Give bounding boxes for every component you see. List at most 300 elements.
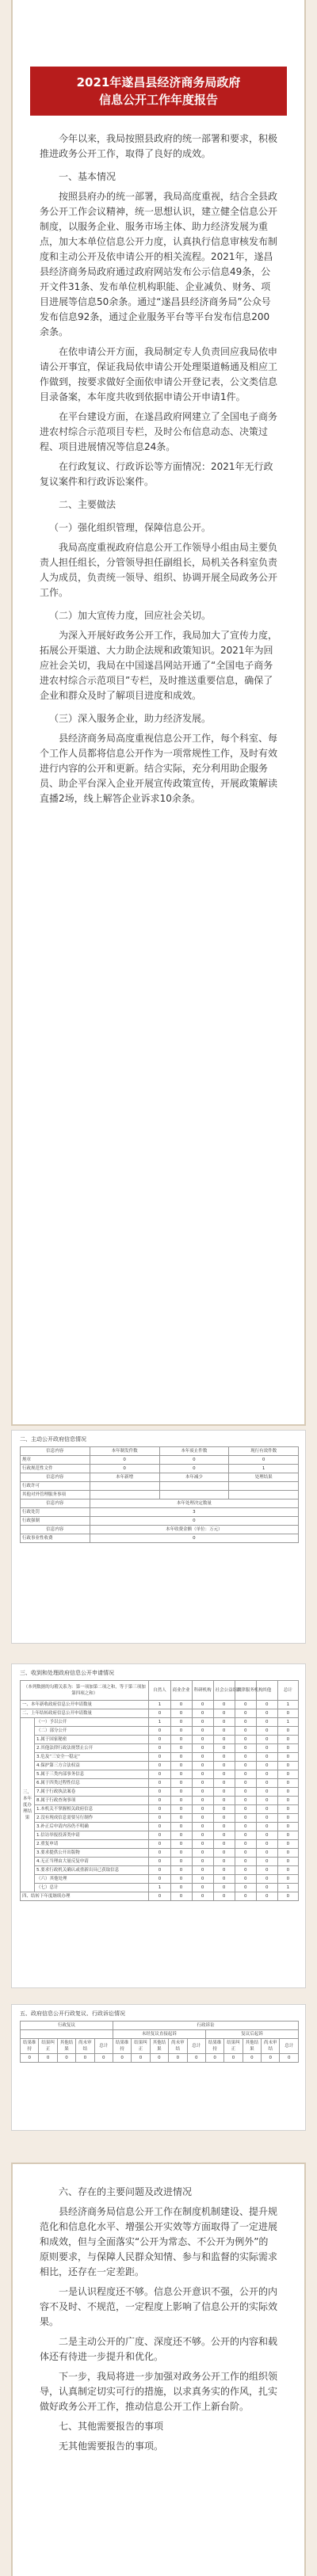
- table-cell: 0: [170, 1709, 192, 1718]
- table-cell: 3.要求提供公开出版物: [35, 1849, 149, 1858]
- table-cell: 5.属于三类内部事务信息: [35, 1770, 149, 1779]
- section-2-paragraph: 县经济商务局高度重视信息公开工作，每个科室、每个工作人员都将信息公开作为一项常规性工作，及时有效进行内容的公开和更新。结合实际，充分利用助企服务员、助企平台深入企业开展宣传政策宣传，开展政策解读直播2场，线上解答企业诉求10余条。: [40, 733, 278, 804]
- table-cell: 0: [256, 1736, 277, 1744]
- report-page-bottom: [11, 2163, 306, 2576]
- table-cell: 0: [113, 2054, 131, 2063]
- table-cell: 0: [150, 2054, 168, 2063]
- table-cell: 0: [235, 1840, 256, 1849]
- table-cell: 0: [256, 1770, 277, 1779]
- report-title-line-1: 2021年遂昌县经济商务局政府: [76, 75, 241, 90]
- section-6-paragraph: 县经济商务局信息公开工作在制度机制建设、提升规范化和信息化水平、增强公开实效等方面取得了一定进展和成效，但与全面落实“公开为常态、不公开为例外”的原则要求，与保障人民群众知情、参与和监督的实际需求相比，还存在一定差距。: [40, 2206, 278, 2277]
- table-cell: 0: [170, 1831, 192, 1840]
- table-row: [21, 1840, 299, 1849]
- table-cell: 0: [256, 1831, 277, 1840]
- table-cell: 0: [213, 1762, 235, 1770]
- section-1-paragraph: 按照县府办的统一部署，我局高度重视，结合全县政务公开工作会议精神，统一思想认识，建立健全信息公开制度，以服务企业、服务市场主体、助力经济发展为重点，加大本单位信息公开力度，认真执行信息审核发布制度和主动公开及依申请公开的相关流程。2021年，遂昌县经济商务局政府通过政府网站发布公示信息49条，公开文件31条、发布单位机构职能、企业减负、财务、项目进展等信息50余条。通过“遂昌县经济商务局”公众号发布信息92条，通过企业服务平台等平台发布信息200余条。: [40, 191, 278, 337]
- table-cell: 0: [277, 1753, 298, 1762]
- table-cell: 0: [90, 1517, 298, 1526]
- table-header-cell: 处理结果: [229, 1473, 299, 1482]
- table-cell: 0: [235, 1753, 256, 1762]
- section-6-paragraph: 二是主动公开的广度、深度还不够。公开的内容和载体还有待进一步提升和优化。: [40, 2336, 278, 2362]
- table-row: [21, 1814, 299, 1823]
- table-cell: 3: [90, 1508, 298, 1517]
- table-cell: 0: [256, 1823, 277, 1831]
- table-cell: 0: [170, 1727, 192, 1736]
- table-header-cell: 总计: [280, 2039, 299, 2054]
- table-row: [21, 1456, 299, 1465]
- table-row: [21, 1823, 299, 1831]
- table-header-cell: 总计: [277, 1681, 298, 1701]
- table-cell: 0: [90, 1456, 159, 1465]
- table-header-cell: 尚未审结: [169, 2039, 187, 2054]
- table-cell: 0: [277, 1744, 298, 1753]
- table-cell: 0: [235, 1770, 256, 1779]
- table-cell: 0: [21, 2054, 39, 2063]
- table-cell: 0: [170, 1718, 192, 1727]
- table-cell: 0: [192, 1858, 213, 1866]
- table-cell: 0: [192, 1770, 213, 1779]
- review-litigation-table-panel: [11, 2004, 306, 2131]
- table-cell: 0: [280, 2054, 299, 2063]
- table-cell: 0: [235, 1797, 256, 1805]
- table-cell: [159, 1482, 229, 1491]
- review-litigation-table: [20, 2021, 299, 2063]
- table-cell: 0: [170, 1875, 192, 1884]
- table-cell: 0: [256, 1866, 277, 1875]
- table-cell: 行政规范性文件: [21, 1465, 90, 1473]
- table-cell: 0: [170, 1797, 192, 1805]
- table-cell: 0: [205, 2054, 223, 2063]
- section-2-subheading: （一）强化组织管理，保障信息公开。: [49, 522, 212, 533]
- table-cell: 0: [170, 1770, 192, 1779]
- table-header-cell: （本列数据的勾稽关系为：第一项加第二项之和，等于第三项加第四项之和）: [21, 1681, 149, 1701]
- table-cell: 0: [192, 1840, 213, 1849]
- table-caption: 三、收到和处理政府信息公开申请情况: [20, 1670, 114, 1676]
- section-6-paragraph: 下一步，我局将进一步加强对政务公开工作的组织领导，认真制定切实可行的措施，以求真务实的作风，扎实做好政务公开工作，推动信息公开工作上新台阶。: [40, 2371, 278, 2412]
- table-row: [21, 1534, 299, 1543]
- table-cell: 0: [235, 1701, 256, 1709]
- table-cell: 0: [94, 2054, 113, 2063]
- section-2-subheading: （二）加大宣传力度，回应社会关切。: [49, 610, 212, 621]
- table-cell: 0: [192, 1831, 213, 1840]
- table-cell: 0: [235, 1866, 256, 1875]
- table-cell: 0: [170, 1779, 192, 1788]
- table-cell: 0: [170, 1849, 192, 1858]
- table-cell: 0: [235, 1884, 256, 1892]
- table-cell: 0: [277, 1788, 298, 1797]
- table-cell: 0: [213, 1805, 235, 1814]
- table-cell: [90, 1482, 159, 1491]
- table-header-cell: 现行有效件数: [229, 1447, 299, 1456]
- report-title: [30, 67, 287, 116]
- table-cell: 0: [192, 1788, 213, 1797]
- table-cell: 0: [256, 1797, 277, 1805]
- table-cell: 2.重复申请: [35, 1840, 149, 1849]
- section-7-heading: 七、其他需要报告的事项: [59, 2421, 164, 2432]
- table-header-cell: 总计: [94, 2039, 113, 2054]
- table-cell: 0: [277, 1814, 298, 1823]
- table-cell: 0: [169, 2054, 187, 2063]
- table-cell: 0: [256, 1701, 277, 1709]
- table-row: [21, 1849, 299, 1858]
- table-cell: 0: [149, 1875, 170, 1884]
- table-header-cell: 本年废止件数: [159, 1447, 229, 1456]
- table-header-row: [21, 1681, 299, 1701]
- table-cell: 0: [90, 1465, 159, 1473]
- table-cell: 0: [149, 1840, 170, 1849]
- table-cell: 0: [213, 1814, 235, 1823]
- table-cell: 0: [192, 1849, 213, 1858]
- table-cell: 0: [213, 1718, 235, 1727]
- table-header-row: [21, 1473, 299, 1482]
- table-cell: 0: [235, 1779, 256, 1788]
- table-cell: 行政许可: [21, 1482, 90, 1491]
- table-header-cell: 行政诉讼: [113, 2022, 298, 2030]
- table-cell: 0: [235, 1736, 256, 1744]
- table-cell: 0: [192, 1814, 213, 1823]
- section-1-paragraph: 在行政复议、行政诉讼等方面情况：2021年无行政复议案件和行政诉讼案件。: [40, 461, 273, 487]
- table-row: [21, 1491, 299, 1499]
- table-cell: 0: [192, 1762, 213, 1770]
- table-cell: 0: [235, 1823, 256, 1831]
- table-header-row: [21, 1526, 299, 1534]
- table-cell: 1: [229, 1465, 299, 1473]
- table-cell: 0: [170, 1884, 192, 1892]
- table-cell: 0: [277, 1797, 298, 1805]
- table-cell: 0: [192, 1779, 213, 1788]
- table-cell: 0: [235, 1788, 256, 1797]
- table-cell: 0: [149, 1736, 170, 1744]
- table-cell: 0: [277, 1779, 298, 1788]
- table-cell: 0: [170, 1805, 192, 1814]
- table-header-cell: 结果维持: [113, 2039, 131, 2054]
- table-row: [21, 1831, 299, 1840]
- table-cell: 0: [235, 1849, 256, 1858]
- table-row: [21, 1517, 299, 1526]
- table-cell: 0: [256, 1762, 277, 1770]
- table-cell: 0: [229, 1456, 299, 1465]
- table-row: [21, 1770, 299, 1779]
- table-header-cell: 总计: [187, 2039, 205, 2054]
- table-header-row: [21, 2022, 299, 2030]
- table-cell: （一）予以公开: [35, 1718, 149, 1727]
- table-cell: 0: [235, 1805, 256, 1814]
- table-cell: 0: [256, 1744, 277, 1753]
- table-cell: 0: [277, 1875, 298, 1884]
- table-cell: 4.保护第三方合法权益: [35, 1762, 149, 1770]
- table-cell: 0: [277, 1831, 298, 1840]
- table-row: [21, 1744, 299, 1753]
- table-cell: 1: [277, 1701, 298, 1709]
- table-cell: 0: [132, 2054, 150, 2063]
- table-cell: 0: [213, 1884, 235, 1892]
- report-page-top: [11, 0, 306, 1426]
- application-handling-table-panel: [11, 1663, 306, 1988]
- table-row: [21, 1884, 299, 1892]
- table-header-cell: 本年新增: [90, 1473, 159, 1482]
- table-header-cell: 结果纠正: [39, 2039, 57, 2054]
- table-cell: 0: [149, 1831, 170, 1840]
- table-cell: [90, 1491, 159, 1499]
- table-cell: 0: [192, 1701, 213, 1709]
- table-cell: 0: [149, 1797, 170, 1805]
- table-header-cell: 未经复议直接起诉: [113, 2030, 205, 2039]
- table-cell: 二、上年结转政府信息公开申请数量: [21, 1709, 149, 1718]
- table-cell: 0: [149, 1892, 170, 1901]
- table-body: [21, 1701, 299, 1901]
- table-cell: 0: [277, 1762, 298, 1770]
- table-cell: 0: [256, 1884, 277, 1892]
- table-cell: 0: [277, 1858, 298, 1866]
- table-header-row: [21, 1499, 299, 1508]
- table-cell: 0: [256, 1849, 277, 1858]
- table-cell: [229, 1482, 299, 1491]
- table-cell: 0: [235, 1744, 256, 1753]
- table-row: [21, 1508, 299, 1517]
- table-cell: 0: [213, 1788, 235, 1797]
- report-title-line-2: 信息公开工作年度报告: [98, 93, 218, 107]
- section-6-paragraph: 一是认识程度还不够。信息公开意识不强，公开的内容不及时、不规范，一定程度上影响了信息公开的实际效果。: [40, 2286, 278, 2327]
- table-header-cell: 结果纠正: [132, 2039, 150, 2054]
- table-cell: 行政事业性收费: [21, 1534, 90, 1543]
- table-cell: 3.补正后申请内容仍不明确: [35, 1823, 149, 1831]
- table-header-cell: 结果维持: [205, 2039, 223, 2054]
- table-cell: 0: [187, 2054, 205, 2063]
- table-cell: 行政强制: [21, 1517, 90, 1526]
- table-header-cell: 信息内容: [21, 1447, 90, 1456]
- table-cell: 0: [149, 1727, 170, 1736]
- table-cell: 0: [262, 2054, 280, 2063]
- table-cell: （六）其他处理: [35, 1875, 149, 1884]
- table-cell: 0: [192, 1753, 213, 1762]
- table-cell: 0: [149, 1770, 170, 1779]
- table-cell: 0: [170, 1753, 192, 1762]
- table-cell: 8.属于行政查询事项: [35, 1797, 149, 1805]
- table-row: [21, 1866, 299, 1875]
- table-cell: [229, 1491, 299, 1499]
- table-header-cell: 其他: [256, 1681, 277, 1701]
- table-cell: 0: [213, 1892, 235, 1901]
- table-cell: 0: [170, 1744, 192, 1753]
- table-cell: 0: [213, 1866, 235, 1875]
- table-cell: 0: [192, 1797, 213, 1805]
- table-caption: 五、政府信息公开行政复议、行政诉讼情况: [20, 2010, 125, 2017]
- section-7-paragraph: 无其他需要报告的事项。: [59, 2441, 164, 2452]
- table-header-cell: 结果维持: [21, 2039, 39, 2054]
- table-header-cell: 行政复议: [21, 2022, 113, 2030]
- table-cell: 0: [277, 1709, 298, 1718]
- table-cell: 0: [256, 1875, 277, 1884]
- table-cell: 0: [256, 1753, 277, 1762]
- table-cell: 0: [192, 1866, 213, 1875]
- table-cell: 0: [170, 1823, 192, 1831]
- table-header-cell: 自然人: [149, 1681, 170, 1701]
- table-cell: 0: [149, 1753, 170, 1762]
- table-cell: 0: [213, 1840, 235, 1849]
- table-cell: 0: [39, 2054, 57, 2063]
- table-cell: 0: [277, 1805, 298, 1814]
- table-cell: 0: [159, 1456, 229, 1465]
- table-cell: 6.属于四类过程性信息: [35, 1779, 149, 1788]
- table-cell: 0: [256, 1788, 277, 1797]
- table-row: [21, 1788, 299, 1797]
- table-row: [21, 1875, 299, 1884]
- table-cell: 0: [170, 1858, 192, 1866]
- table-row: [21, 1805, 299, 1814]
- table-cell: 0: [90, 1534, 298, 1543]
- section-6-heading: 六、存在的主要问题及改进情况: [59, 2186, 193, 2197]
- table-cell: 一、本年新收政府信息公开申请数量: [21, 1701, 149, 1709]
- table-row: [21, 1727, 299, 1736]
- table-cell: 0: [213, 1858, 235, 1866]
- table-cell: 0: [192, 1709, 213, 1718]
- table-row: [21, 1701, 299, 1709]
- table-cell: 其他对外管理服务事项: [21, 1491, 90, 1499]
- table-cell: 0: [149, 1762, 170, 1770]
- table-header-cell: 其他结果: [243, 2039, 261, 2054]
- table-cell: 5.要求行政机关确认或重新出具已获取信息: [35, 1866, 149, 1875]
- table-cell: 0: [277, 1823, 298, 1831]
- table-row: [21, 1762, 299, 1770]
- table-cell: 0: [213, 1779, 235, 1788]
- table-header-cell: 结果纠正: [224, 2039, 243, 2054]
- table-cell: 0: [149, 1709, 170, 1718]
- application-handling-table: [20, 1680, 299, 1901]
- table-cell: 2.其他法律行政法规禁止公开: [35, 1744, 149, 1753]
- table-cell: 0: [277, 1770, 298, 1779]
- table-cell: 0: [256, 1892, 277, 1901]
- table-cell: 0: [213, 1831, 235, 1840]
- table-cell: 0: [57, 2054, 75, 2063]
- table-cell: 0: [76, 2054, 94, 2063]
- table-cell: 0: [149, 1866, 170, 1875]
- table-cell: 0: [213, 1875, 235, 1884]
- table-caption: 二、主动公开政府信息情况: [20, 1436, 86, 1442]
- table-cell: 0: [192, 1892, 213, 1901]
- table-cell: 0: [192, 1727, 213, 1736]
- section-2-subheading: （三）深入服务企业，助力经济发展。: [49, 713, 212, 724]
- report-body: [13, 116, 304, 806]
- table-cell: 规章: [21, 1456, 90, 1465]
- table-row: [21, 1709, 299, 1718]
- table-cell: 1: [149, 1701, 170, 1709]
- table-cell: 0: [213, 1770, 235, 1779]
- table-cell: 0: [235, 1875, 256, 1884]
- table-header-cell: 其他结果: [150, 2039, 168, 2054]
- table-cell: 0: [149, 1779, 170, 1788]
- table-header-cell: 科研机构: [192, 1681, 213, 1701]
- table-cell: 0: [170, 1736, 192, 1744]
- table-cell: 0: [256, 1840, 277, 1849]
- table-cell: 0: [213, 1753, 235, 1762]
- table-row: [21, 1482, 299, 1491]
- table-cell: 1.本机关不掌握相关政府信息: [35, 1805, 149, 1814]
- table-cell: 0: [149, 1805, 170, 1814]
- table-cell: 0: [256, 1779, 277, 1788]
- table-cell: 1: [149, 1884, 170, 1892]
- table-row: [21, 1797, 299, 1805]
- table-cell: 0: [256, 1709, 277, 1718]
- proactive-disclosure-table-panel: [11, 1430, 306, 1644]
- table-header-cell: 商业企业: [170, 1681, 192, 1701]
- section-2-heading: 二、主要做法: [59, 499, 116, 510]
- table-cell: 1: [149, 1718, 170, 1727]
- table-cell: （二）部分公开: [35, 1727, 149, 1736]
- table-cell: 0: [256, 1814, 277, 1823]
- table-cell: 0: [213, 1701, 235, 1709]
- table-cell: 0: [243, 2054, 261, 2063]
- table-cell: 0: [192, 1736, 213, 1744]
- table-cell: 2.没有现成信息需要另行制作: [35, 1814, 149, 1823]
- table-row: [21, 2054, 299, 2063]
- table-header-cell: 本年处理决定数量: [90, 1499, 298, 1508]
- table-cell: 0: [256, 1805, 277, 1814]
- table-row: [21, 1718, 299, 1727]
- table-cell: 0: [192, 1823, 213, 1831]
- table-cell: 0: [159, 1465, 229, 1473]
- table-header-cell: 信息内容: [21, 1499, 90, 1508]
- table-cell: 0: [192, 1718, 213, 1727]
- table-header-cell: 尚未审结: [262, 2039, 280, 2054]
- table-cell: 0: [170, 1788, 192, 1797]
- section-2-paragraph: 为深入开展好政务公开工作，我局加大了宣传力度，拓展公开渠道、大力助企法规和政策知识。2021年为回应社会关切，我局在中国遂昌网站开通了“全国电子商务进农村综合示范项目”专栏，及时推送重要信息，确保了企业和群众及时了解项目进度和成效。: [40, 630, 278, 701]
- table-cell: 0: [192, 1875, 213, 1884]
- table-cell: 0: [235, 1858, 256, 1866]
- table-cell: 0: [149, 1849, 170, 1858]
- table-row: [21, 1779, 299, 1788]
- section-1-paragraph: 在依申请公开方面，我局制定专人负责回应我局依申请公开事宜，保证我局依申请公开处理渠道畅通及相应工作做到，按要求做好全面依申请公开登记表，公文类信息目录备案，本年度共收到依据申请公开申请1件。: [40, 346, 278, 402]
- table-cell: 0: [235, 1892, 256, 1901]
- table-cell: 7.属于行政执法案卷: [35, 1788, 149, 1797]
- table-row: [21, 1892, 299, 1901]
- table-header-cell: 社会公益组织: [213, 1681, 235, 1701]
- report-body-continued: [13, 2164, 304, 2454]
- table-cell: 0: [213, 1797, 235, 1805]
- table-cell: 0: [170, 1814, 192, 1823]
- section-1-paragraph: 在平台建设方面，在遂昌政府网建立了全国电子商务进农村综合示范项目专栏，及时公布信息动态、决策过程、项目进展情况等信息24条。: [40, 411, 278, 452]
- table-cell: 0: [170, 1762, 192, 1770]
- table-header-cell: 信息内容: [21, 1473, 90, 1482]
- table-cell: 0: [149, 1744, 170, 1753]
- table-cell: 0: [149, 1858, 170, 1866]
- table-row: [21, 1858, 299, 1866]
- table-cell: 0: [235, 1718, 256, 1727]
- proactive-disclosure-table: [20, 1446, 299, 1543]
- table-cell: 0: [277, 1849, 298, 1858]
- table-cell: 0: [256, 1727, 277, 1736]
- table-cell: [159, 1491, 229, 1499]
- table-cell: 0: [235, 1709, 256, 1718]
- table-cell: 1: [277, 1718, 298, 1727]
- table-cell: 0: [149, 1814, 170, 1823]
- table-header-cell: 其他结果: [57, 2039, 75, 2054]
- table-cell: 0: [277, 1736, 298, 1744]
- table-cell: （七）总计: [35, 1884, 149, 1892]
- table-cell: 0: [235, 1727, 256, 1736]
- table-header-row: [21, 1447, 299, 1456]
- table-cell: 4.无正当理由大量反复申请: [35, 1858, 149, 1866]
- table-header-cell: 复议后起诉: [205, 2030, 298, 2039]
- intro-paragraph: 今年以来，我局按照县政府的统一部署和要求，积极推进政务公开工作，取得了良好的成效。: [40, 133, 278, 159]
- table-cell: 0: [224, 2054, 243, 2063]
- table-header-cell: 法律服务机构: [235, 1681, 256, 1701]
- table-cell: 1.属于国家秘密: [35, 1736, 149, 1744]
- table-cell: 0: [170, 1892, 192, 1901]
- table-cell: 0: [213, 1727, 235, 1736]
- table-row: [21, 1465, 299, 1473]
- table-cell: 0: [277, 1840, 298, 1849]
- table-cell: 0: [149, 1788, 170, 1797]
